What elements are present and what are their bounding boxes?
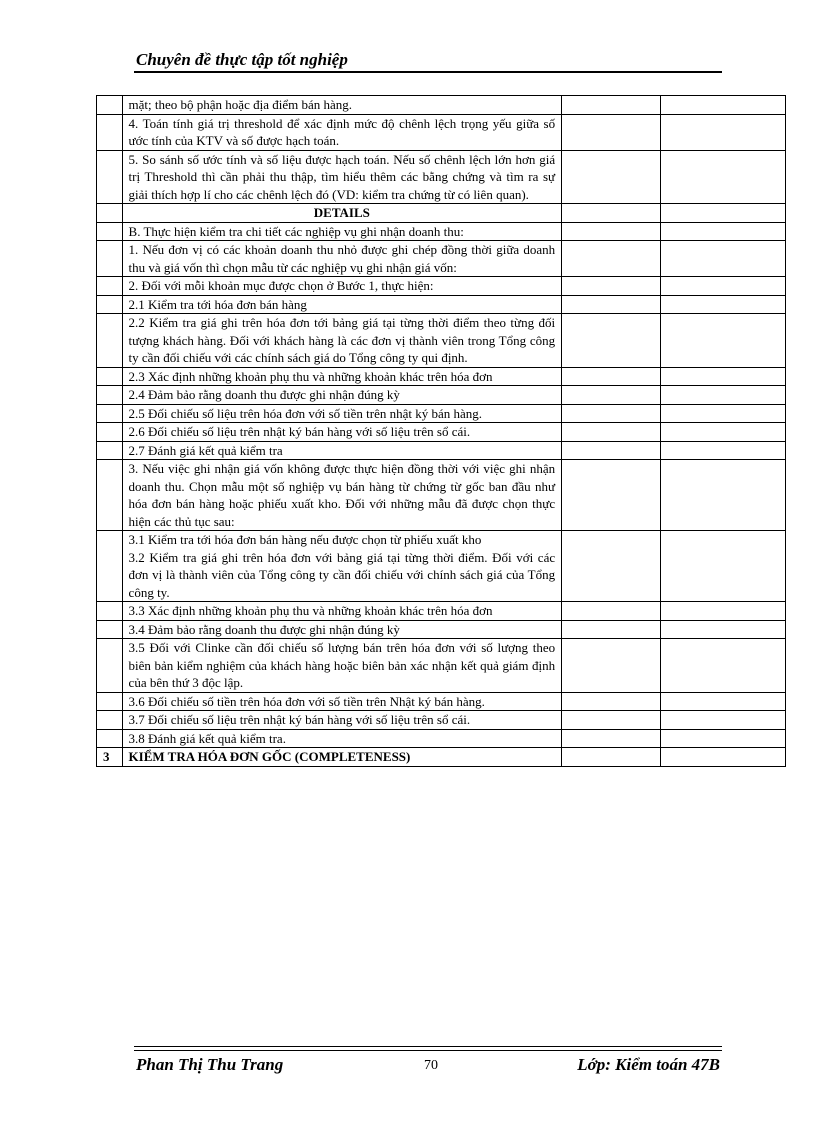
table-row — [97, 222, 786, 241]
empty-cell — [661, 602, 786, 621]
row-text: 2.6 Đối chiếu số liệu trên nhật ký bán hàng với số liệu trên sổ cái. — [122, 423, 562, 442]
row-text: B. Thực hiện kiểm tra chi tiết các nghiệp vụ ghi nhận doanh thu: — [122, 222, 562, 241]
row-number — [97, 639, 123, 693]
empty-cell — [562, 367, 661, 386]
row-text: 3.1 Kiểm tra tới hóa đơn bán hàng nếu được chọn từ phiếu xuất kho 3.2 Kiểm tra giá ghi trên hóa đơn với bảng giá tại từng thời điểm. Đối với các đơn vị là thành viên của Tổng công ty cần đối chiếu với chính sách giá của Tổng công ty. — [122, 531, 562, 602]
row-text: 3.4 Đảm bảo rằng doanh thu được ghi nhận đúng kỳ — [122, 620, 562, 639]
table-row — [97, 620, 786, 639]
empty-cell — [562, 692, 661, 711]
section-heading: KIỂM TRA HÓA ĐƠN GỐC (COMPLETENESS) — [122, 748, 562, 767]
empty-cell — [562, 441, 661, 460]
empty-cell — [562, 639, 661, 693]
footer-class: Lớp: Kiểm toán 47B — [577, 1055, 720, 1074]
empty-cell — [661, 241, 786, 277]
row-number — [97, 277, 123, 296]
table-row — [97, 114, 786, 150]
row-text: 3.6 Đối chiếu số tiền trên hóa đơn với số tiền trên Nhật ký bán hàng. — [122, 692, 562, 711]
row-number — [97, 96, 123, 115]
table-row — [97, 639, 786, 693]
empty-cell — [562, 711, 661, 730]
audit-procedure-table — [96, 95, 786, 767]
empty-cell — [661, 204, 786, 223]
empty-cell — [661, 114, 786, 150]
row-text: 1. Nếu đơn vị có các khoản doanh thu nhỏ được ghi chép đồng thời giữa doanh thu và giá vốn thì chọn mẫu từ các nghiệp vụ ghi nhận giá vốn: — [122, 241, 562, 277]
row-number — [97, 367, 123, 386]
empty-cell — [661, 531, 786, 602]
table-row — [97, 277, 786, 296]
table-row — [97, 295, 786, 314]
section-heading: DETAILS — [122, 204, 562, 223]
footer-author: Phan Thị Thu Trang — [136, 1055, 284, 1074]
empty-cell — [562, 602, 661, 621]
row-number — [97, 441, 123, 460]
empty-cell — [661, 441, 786, 460]
row-text: 3.5 Đối với Clinke cần đối chiếu số lượng bán trên hóa đơn với số lượng theo biên bản kiểm nghiệm của khách hàng hoặc biên bản xác nhận kết quả giám định của bên thứ 3 độc lập. — [122, 639, 562, 693]
empty-cell — [661, 295, 786, 314]
empty-cell — [661, 460, 786, 531]
row-number — [97, 729, 123, 748]
row-number — [97, 460, 123, 531]
empty-cell — [661, 404, 786, 423]
empty-cell — [562, 460, 661, 531]
row-number — [97, 314, 123, 368]
row-text: 5. So sánh số ước tính và số liệu được hạch toán. Nếu số chênh lệch lớn hơn giá trị Threshold thì cần phải thu thập, tìm hiểu thêm các bằng chứng và tìm ra sự giải thích hợp lí cho các chênh lệch đó (VD: kiểm tra chứng từ có liên quan). — [122, 150, 562, 204]
row-number — [97, 531, 123, 602]
row-number — [97, 241, 123, 277]
empty-cell — [661, 729, 786, 748]
footer-rule — [134, 1046, 722, 1047]
empty-cell — [562, 404, 661, 423]
empty-cell — [562, 729, 661, 748]
table-row — [97, 367, 786, 386]
row-number — [97, 602, 123, 621]
table-row — [97, 460, 786, 531]
empty-cell — [661, 748, 786, 767]
empty-cell — [661, 692, 786, 711]
empty-cell — [562, 222, 661, 241]
row-text: 2.5 Đối chiếu số liệu trên hóa đơn với số tiền trên nhật ký bán hàng. — [122, 404, 562, 423]
row-text: 2. Đối với mỗi khoản mục được chọn ở Bước 1, thực hiện: — [122, 277, 562, 296]
row-text: mặt; theo bộ phận hoặc địa điểm bán hàng. — [122, 96, 562, 115]
empty-cell — [562, 314, 661, 368]
empty-cell — [562, 295, 661, 314]
footer-rule — [134, 1050, 722, 1051]
header-rule — [134, 71, 722, 73]
row-number — [97, 692, 123, 711]
empty-cell — [661, 314, 786, 368]
table-row — [97, 531, 786, 602]
empty-cell — [562, 114, 661, 150]
table-row — [97, 748, 786, 767]
table-row — [97, 423, 786, 442]
empty-cell — [562, 241, 661, 277]
row-text: 4. Toán tính giá trị threshold để xác định mức độ chênh lệch trọng yếu giữa số ước tính của KTV và số được hạch toán. — [122, 114, 562, 150]
row-number — [97, 386, 123, 405]
row-number — [97, 114, 123, 150]
row-text: 2.3 Xác định những khoản phụ thu và những khoản khác trên hóa đơn — [122, 367, 562, 386]
table-row — [97, 314, 786, 368]
empty-cell — [562, 386, 661, 405]
row-number — [97, 222, 123, 241]
table-row — [97, 692, 786, 711]
row-number — [97, 620, 123, 639]
empty-cell — [562, 620, 661, 639]
table-row — [97, 729, 786, 748]
row-text: 2.2 Kiểm tra giá ghi trên hóa đơn tới bảng giá tại từng thời điểm theo từng đối tượng khách hàng. Đối với khách hàng là các đơn vị thành viên trong Tổng công ty cần đối chiếu với các chính sách giá do Tổng công ty qui định. — [122, 314, 562, 368]
page-number: 70 — [424, 1058, 438, 1073]
table-row — [97, 96, 786, 115]
empty-cell — [562, 277, 661, 296]
empty-cell — [562, 748, 661, 767]
empty-cell — [661, 96, 786, 115]
table-row — [97, 404, 786, 423]
row-number — [97, 295, 123, 314]
empty-cell — [562, 423, 661, 442]
empty-cell — [661, 277, 786, 296]
empty-cell — [661, 367, 786, 386]
table-row — [97, 441, 786, 460]
table-row — [97, 711, 786, 730]
row-text: 2.1 Kiểm tra tới hóa đơn bán hàng — [122, 295, 562, 314]
row-number — [97, 204, 123, 223]
empty-cell — [661, 386, 786, 405]
empty-cell — [661, 222, 786, 241]
empty-cell — [661, 620, 786, 639]
empty-cell — [562, 204, 661, 223]
table-row — [97, 386, 786, 405]
row-text: 2.4 Đảm bảo rằng doanh thu được ghi nhận đúng kỳ — [122, 386, 562, 405]
row-number — [97, 711, 123, 730]
row-text: 3.3 Xác định những khoản phụ thu và những khoản khác trên hóa đơn — [122, 602, 562, 621]
empty-cell — [562, 150, 661, 204]
page-header-title: Chuyên đề thực tập tốt nghiệp — [136, 50, 348, 69]
row-number — [97, 150, 123, 204]
empty-cell — [562, 96, 661, 115]
empty-cell — [661, 711, 786, 730]
row-text: 3.7 Đối chiếu số liệu trên nhật ký bán hàng với số liệu trên sổ cái. — [122, 711, 562, 730]
empty-cell — [661, 423, 786, 442]
row-number: 3 — [97, 748, 123, 767]
table-row — [97, 150, 786, 204]
table-row — [97, 204, 786, 223]
row-number — [97, 423, 123, 442]
row-text: 2.7 Đánh giá kết quả kiểm tra — [122, 441, 562, 460]
empty-cell — [661, 639, 786, 693]
row-number — [97, 404, 123, 423]
row-text: 3. Nếu việc ghi nhận giá vốn không được thực hiện đồng thời với việc ghi nhận doanh thu. Chọn mẫu một số nghiệp vụ bán hàng từ chứng từ gốc ban đầu như hóa đơn bán hàng hoặc phiếu xuất kho. Đối với những mẫu đã được chọn thực hiện các thủ tục sau: — [122, 460, 562, 531]
empty-cell — [661, 150, 786, 204]
row-text: 3.8 Đánh giá kết quả kiểm tra. — [122, 729, 562, 748]
empty-cell — [562, 531, 661, 602]
table-row — [97, 602, 786, 621]
table-row — [97, 241, 786, 277]
